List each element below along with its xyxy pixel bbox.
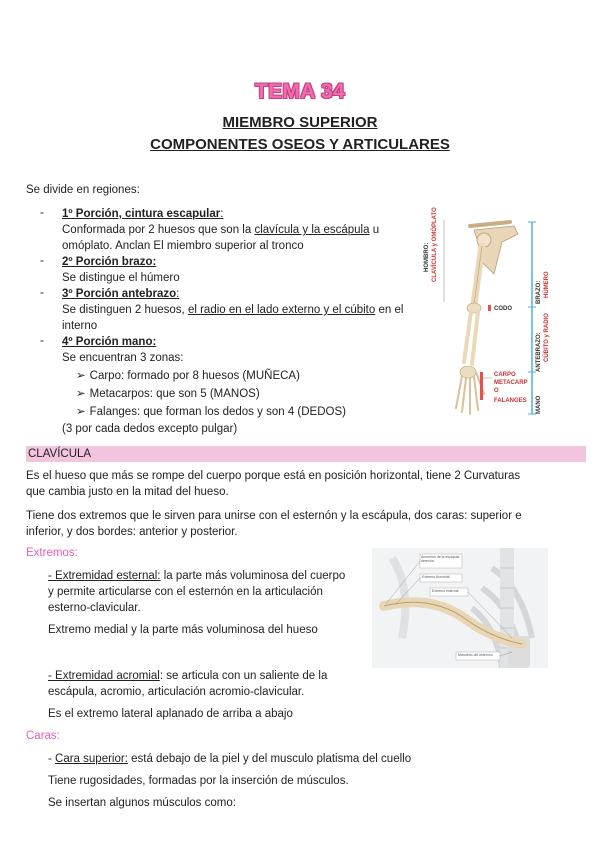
label-brazo: BRAZO:: [536, 280, 542, 304]
cara-superior-line: - Cara superior: está debajo de la piel y del musculo platisma del cuello: [48, 753, 412, 765]
subitem-metacarpos: ➢ Metacarpos: que son 5 (MANOS): [76, 388, 260, 400]
bullet-2-line1: Se distingue el húmero: [62, 272, 180, 284]
paragraph-1-line1: Es el hueso que más se rompe del cuerpo porque está en posición horizontal, tiene 2 Curvaturas: [26, 470, 521, 482]
label-extremo-acromial: Extremo Acromial: [422, 575, 450, 579]
label-codo: CODO: [494, 306, 512, 312]
paragraph-2-line1: Tiene dos extremos que le sirven para unirse con el esternón y la escápula, dos caras: superior e: [26, 510, 522, 522]
bullet-dash: -: [40, 335, 44, 347]
section-band: [26, 446, 586, 462]
ext-esternal-line1: - Extremidad esternal: la parte más voluminosa del cuerpo: [48, 570, 346, 582]
ext-esternal-line2: y permite articularse con el esternón en la articulación: [48, 586, 323, 598]
title-miembro-superior: MIEMBRO SUPERIOR: [222, 114, 378, 131]
bullet-4-note: (3 por cada dedos excepto pulgar): [62, 423, 238, 435]
bullet-1-line1: Conformada por 2 huesos que son la clavícula y la escápula u: [62, 224, 380, 236]
bullet-4-line1: Se encuentran 3 zonas:: [62, 352, 184, 364]
arm-skeleton-figure: [422, 207, 570, 422]
label-metacarp: METACARP: [494, 380, 528, 386]
arrow-icon: ➢: [76, 370, 86, 382]
clavicle-figure: [372, 548, 548, 668]
bullet-4-heading: 4º Porción mano:: [62, 336, 157, 348]
label-hombro: HOMBRO:: [424, 242, 430, 272]
clavicle-illustration: [372, 548, 548, 668]
arrow-icon: ➢: [76, 388, 86, 400]
bullet-2-heading: 2º Porción brazo:: [62, 256, 157, 268]
title-componentes: COMPONENTES OSEOS Y ARTICULARES: [150, 136, 450, 153]
label-humero: HÚMERO: [544, 271, 550, 298]
subitem-falanges: ➢ Falanges: que forman los dedos y son 4 (DEDOS): [76, 406, 346, 418]
bullet-1-heading: 1º Porción, cintura escapular:: [62, 208, 224, 220]
label-carpo: CARPO: [494, 372, 516, 378]
bullet-dash: -: [40, 287, 44, 299]
section-band-title: CLAVÍCULA: [28, 448, 92, 460]
intro-text: Se divide en regiones:: [26, 184, 140, 196]
caras-line3: Se insertan algunos músculos como:: [48, 797, 236, 809]
topic-title: TEMA 34: [254, 80, 345, 103]
ext-esternal-note: Extremo medial y la parte más voluminosa del hueso: [48, 624, 318, 636]
label-antebrazo: ANTEBRAZO:: [536, 332, 542, 372]
ext-acromial-line1: - Extremidad acromial: se articula con un saliente de la: [48, 670, 328, 682]
paragraph-2-line2: inferior, y dos bordes: anterior y posterior.: [26, 526, 238, 538]
subitem-carpo: ➢ Carpo: formado por 8 huesos (MUÑECA): [76, 370, 300, 382]
bullet-3-heading: 3º Porción antebrazo:: [62, 288, 180, 300]
label-clavicula-omoplato: CLAVÍCULA y OMÓPLATO: [432, 207, 438, 282]
label-manubrio: Manubrio del esternón: [458, 653, 493, 657]
caras-line2: Tiene rugosidades, formadas por la inserción de músculos.: [48, 775, 349, 787]
paragraph-1-line2: que cambia justo en la mitad del hueso.: [26, 486, 229, 498]
bullet-dash: -: [40, 207, 44, 219]
caras-heading: Caras:: [26, 730, 60, 742]
label-falanges: FALANGES: [494, 398, 527, 404]
label-extremo-esternal: Extremo esternal: [432, 589, 459, 593]
ext-acromial-note: Es el extremo lateral aplanado de arriba a abajo: [48, 708, 293, 720]
label-cubito-radio: CÚBITO y RADIO: [544, 313, 550, 362]
label-acromion: Acromion de la escápula derecha: [421, 555, 460, 563]
bullet-dash: -: [40, 255, 44, 267]
extremos-heading: Extremos:: [26, 547, 78, 559]
bullet-3-line1: Se distinguen 2 huesos, el radio en el lado externo y el cúbito en el: [62, 304, 404, 316]
bullet-3-line2: interno: [62, 320, 98, 332]
ext-acromial-line2: escápula, acromio, articulación acromio-clavicular.: [48, 686, 305, 698]
label-mano: MANO: [536, 395, 542, 414]
label-o: O: [494, 388, 499, 394]
arrow-icon: ➢: [76, 406, 86, 418]
bullet-1-line2: omóplato. Anclan El miembro superior al tronco: [62, 240, 304, 252]
ext-esternal-line3: esterno-clavicular.: [48, 602, 141, 614]
